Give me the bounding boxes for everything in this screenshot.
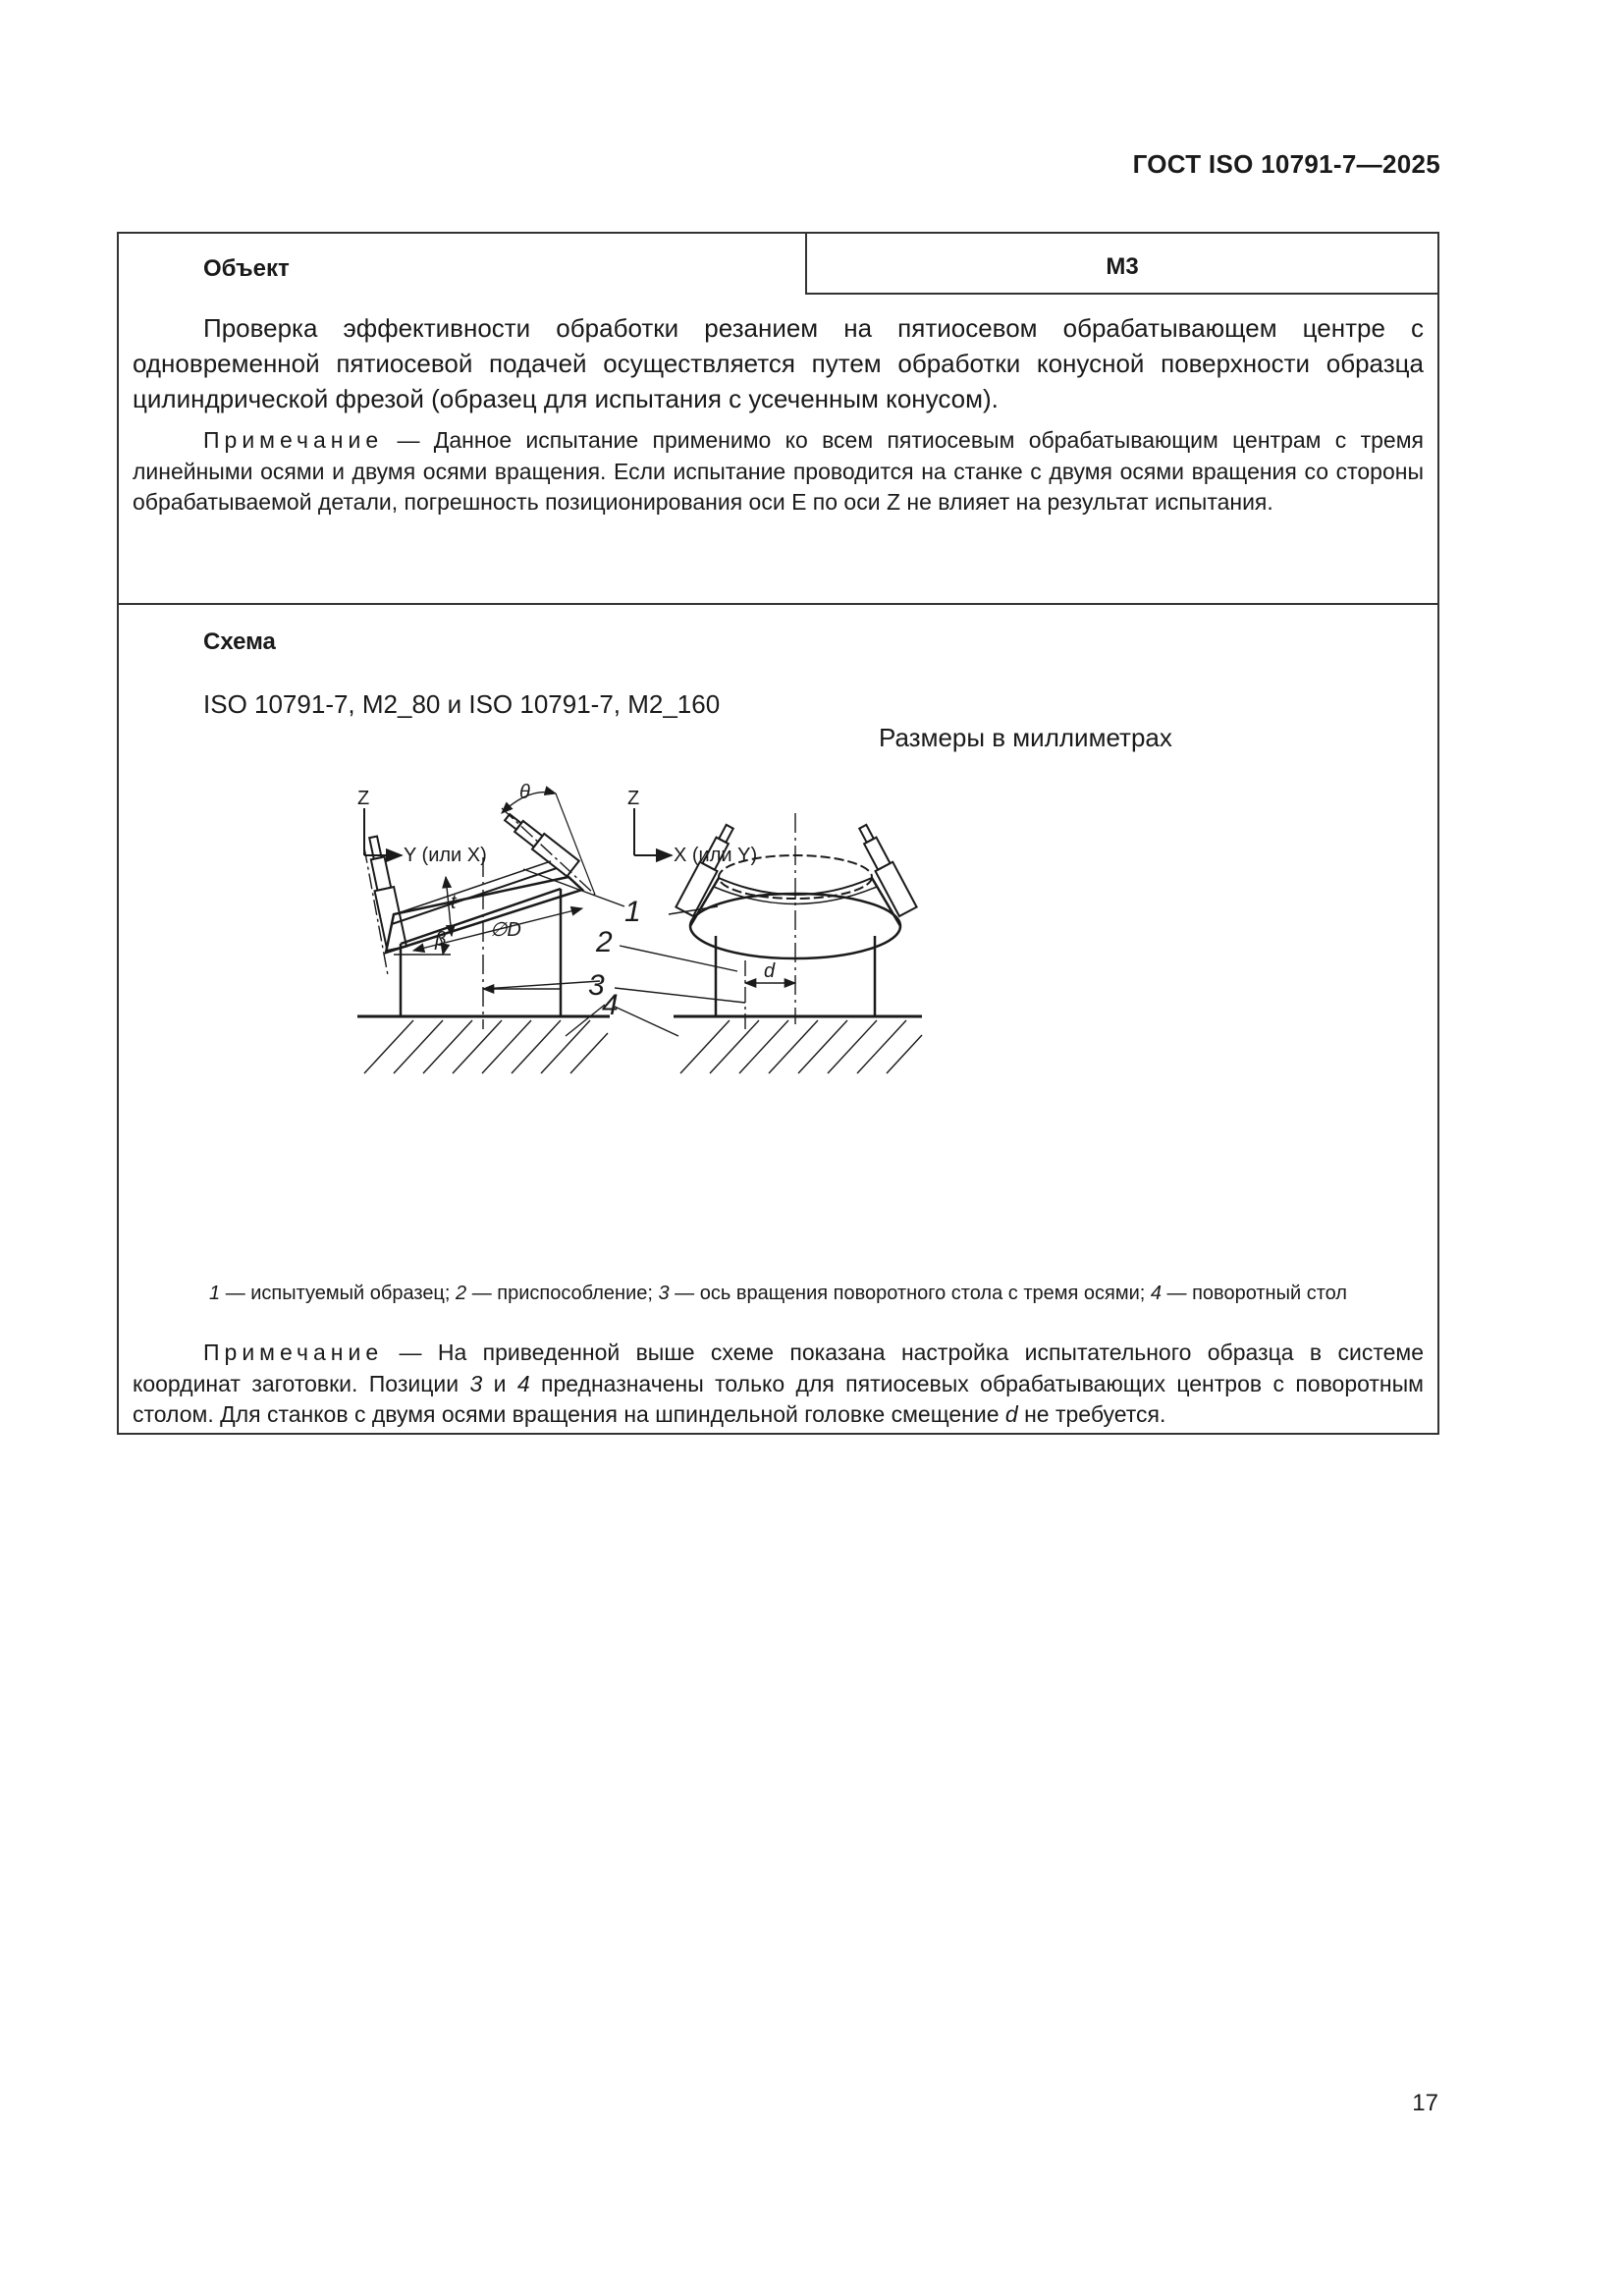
note-2-part-4: не требуется. [1017,1401,1166,1427]
t-label: t [451,892,457,913]
test-table [117,232,1439,1435]
right-axis-z-label: Z [627,788,640,809]
note-2-part-2: и [482,1370,517,1396]
callout-4: 4 [602,989,619,1021]
table-header-row [119,234,1437,295]
theta-label: θ [519,782,530,803]
units-note: Размеры в миллиметрах [879,723,1172,752]
note-2-italic-3: d [1004,1401,1018,1427]
scheme-reference: ISO 10791-7, M2_80 и ISO 10791-7, M2_160 [203,689,721,719]
legend-number-4: 4 [1150,1283,1162,1304]
diameter-label: ∅D [490,919,521,941]
left-axis-horizontal-label: Y (или X) [404,845,487,866]
object-code: М3 [1106,253,1139,280]
callout-3: 3 [588,969,605,1002]
note-2 [119,1338,1437,1431]
note-2-part-1: — На приведенной выше схеме показана настройка испытательного образца в системе координат заготовки. Позиции [133,1339,1424,1396]
object-code-cell [805,234,1437,295]
legend-text-1: — испытуемый образец; [220,1283,457,1304]
note-1 [119,425,1437,519]
note-2-part-3: предназначены только для пятиосевых обрабатывающих центров с поворотным столом. Для станков с двумя осями вращения на шпиндельной головке смещение [133,1370,1424,1427]
object-label: Объект [203,255,290,282]
test-description: Проверка эффективности обработки резанием на пятиосевом обрабатывающем центре с одновременной пятиосевой подачей осуществляется путем обработки конусной поверхности образца цилиндрической фрезой (образец для испытания с усеченным конусом). [133,313,1424,413]
beta-label: β [435,929,447,951]
d-label: d [764,960,776,982]
document-code: ГОСТ ISO 10791-7—2025 [1132,149,1440,179]
note-2-italic-2: 4 [516,1370,530,1396]
legend-number-3: 3 [658,1283,670,1304]
scheme-drawing [354,779,1336,1240]
callout-2: 2 [596,926,613,958]
legend-text-2: — приспособление; [466,1283,659,1304]
legend-text-3: — ось вращения поворотного стола с тремя осями; [669,1283,1151,1304]
figure-legend [119,1283,1437,1305]
page-number: 17 [1412,2090,1438,2116]
object-cell [119,234,805,295]
note-1-label: Примечание [203,427,384,453]
note-2-italic-1: 3 [469,1370,483,1396]
note-2-label: Примечание [203,1339,384,1365]
right-axis-horizontal-label: X (или Y) [674,845,758,866]
callout-1: 1 [624,896,641,928]
scheme-title: Схема [203,629,276,655]
note-1-text: — Данное испытание применимо ко всем пятиосевым обрабатывающим центрам с тремя линейными осями и двумя осями вращения. Если испытание проводится на станке с двумя осями вращения со стороны обрабатываемой детали, погрешность позиционирования оси Е по оси Z не влияет на результат испытания. [133,427,1424,515]
legend-number-2: 2 [456,1283,467,1304]
legend-number-1: 1 [209,1283,221,1304]
left-axis-z-label: Z [357,788,370,809]
legend-text-4: — поворотный стол [1161,1283,1347,1304]
table-divider [119,603,1437,605]
